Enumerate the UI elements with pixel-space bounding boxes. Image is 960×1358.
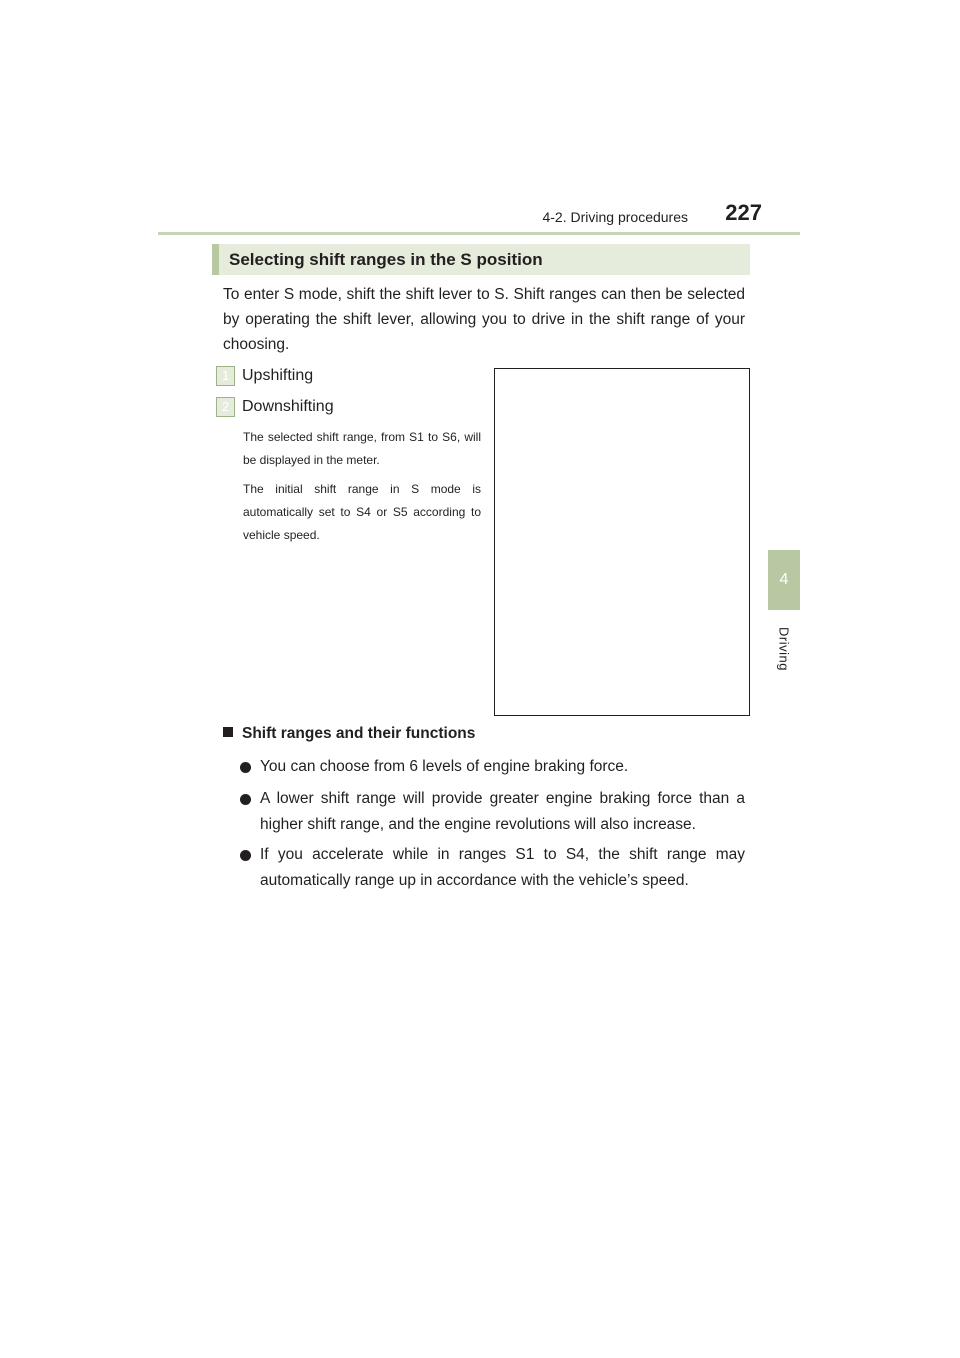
bullet-text: A lower shift range will provide greater engine braking force than a higher shift range, and the engine revolutions will also increase. [260,790,745,833]
bullet-item [240,842,745,894]
step-number-badge: 2 [216,397,235,417]
step-label: Upshifting [242,367,314,384]
bullet-text: You can choose from 6 levels of engine braking force. [260,758,629,775]
intro-paragraph: To enter S mode, shift the shift lever to S. Shift ranges can then be selected by operating the shift lever, allowing you to drive in the shift range of your choosing. [223,286,745,353]
bullet-item [240,786,745,838]
bullet-dot-icon [240,850,251,861]
page-number: 227 [725,200,762,225]
subsection-title: Shift ranges and their functions [242,725,476,742]
step-label: Downshifting [242,398,334,415]
bullet-item [240,754,745,780]
chapter-tab [768,550,800,610]
illustration-frame [494,368,750,716]
note-paragraph: The initial shift range in S mode is automatically set to S4 or S5 according to vehicle speed. [243,482,481,542]
bullet-text: If you accelerate while in ranges S1 to S4, the shift range may automatically range up in accordance with the vehicle’s speed. [260,846,745,889]
square-bullet-icon [223,727,233,737]
bullet-dot-icon [240,762,251,773]
chapter-label: Driving [776,627,792,671]
subsection-heading [223,725,475,743]
chapter-number: 4 [779,571,789,588]
running-header: 4-2. Driving procedures [542,209,688,225]
header-divider [158,232,800,235]
note-paragraph: The selected shift range, from S1 to S6, will be displayed in the meter. [243,430,481,467]
step-number-badge: 1 [216,366,235,386]
bullet-dot-icon [240,794,251,805]
section-title: Selecting shift ranges in the S position [212,244,750,275]
